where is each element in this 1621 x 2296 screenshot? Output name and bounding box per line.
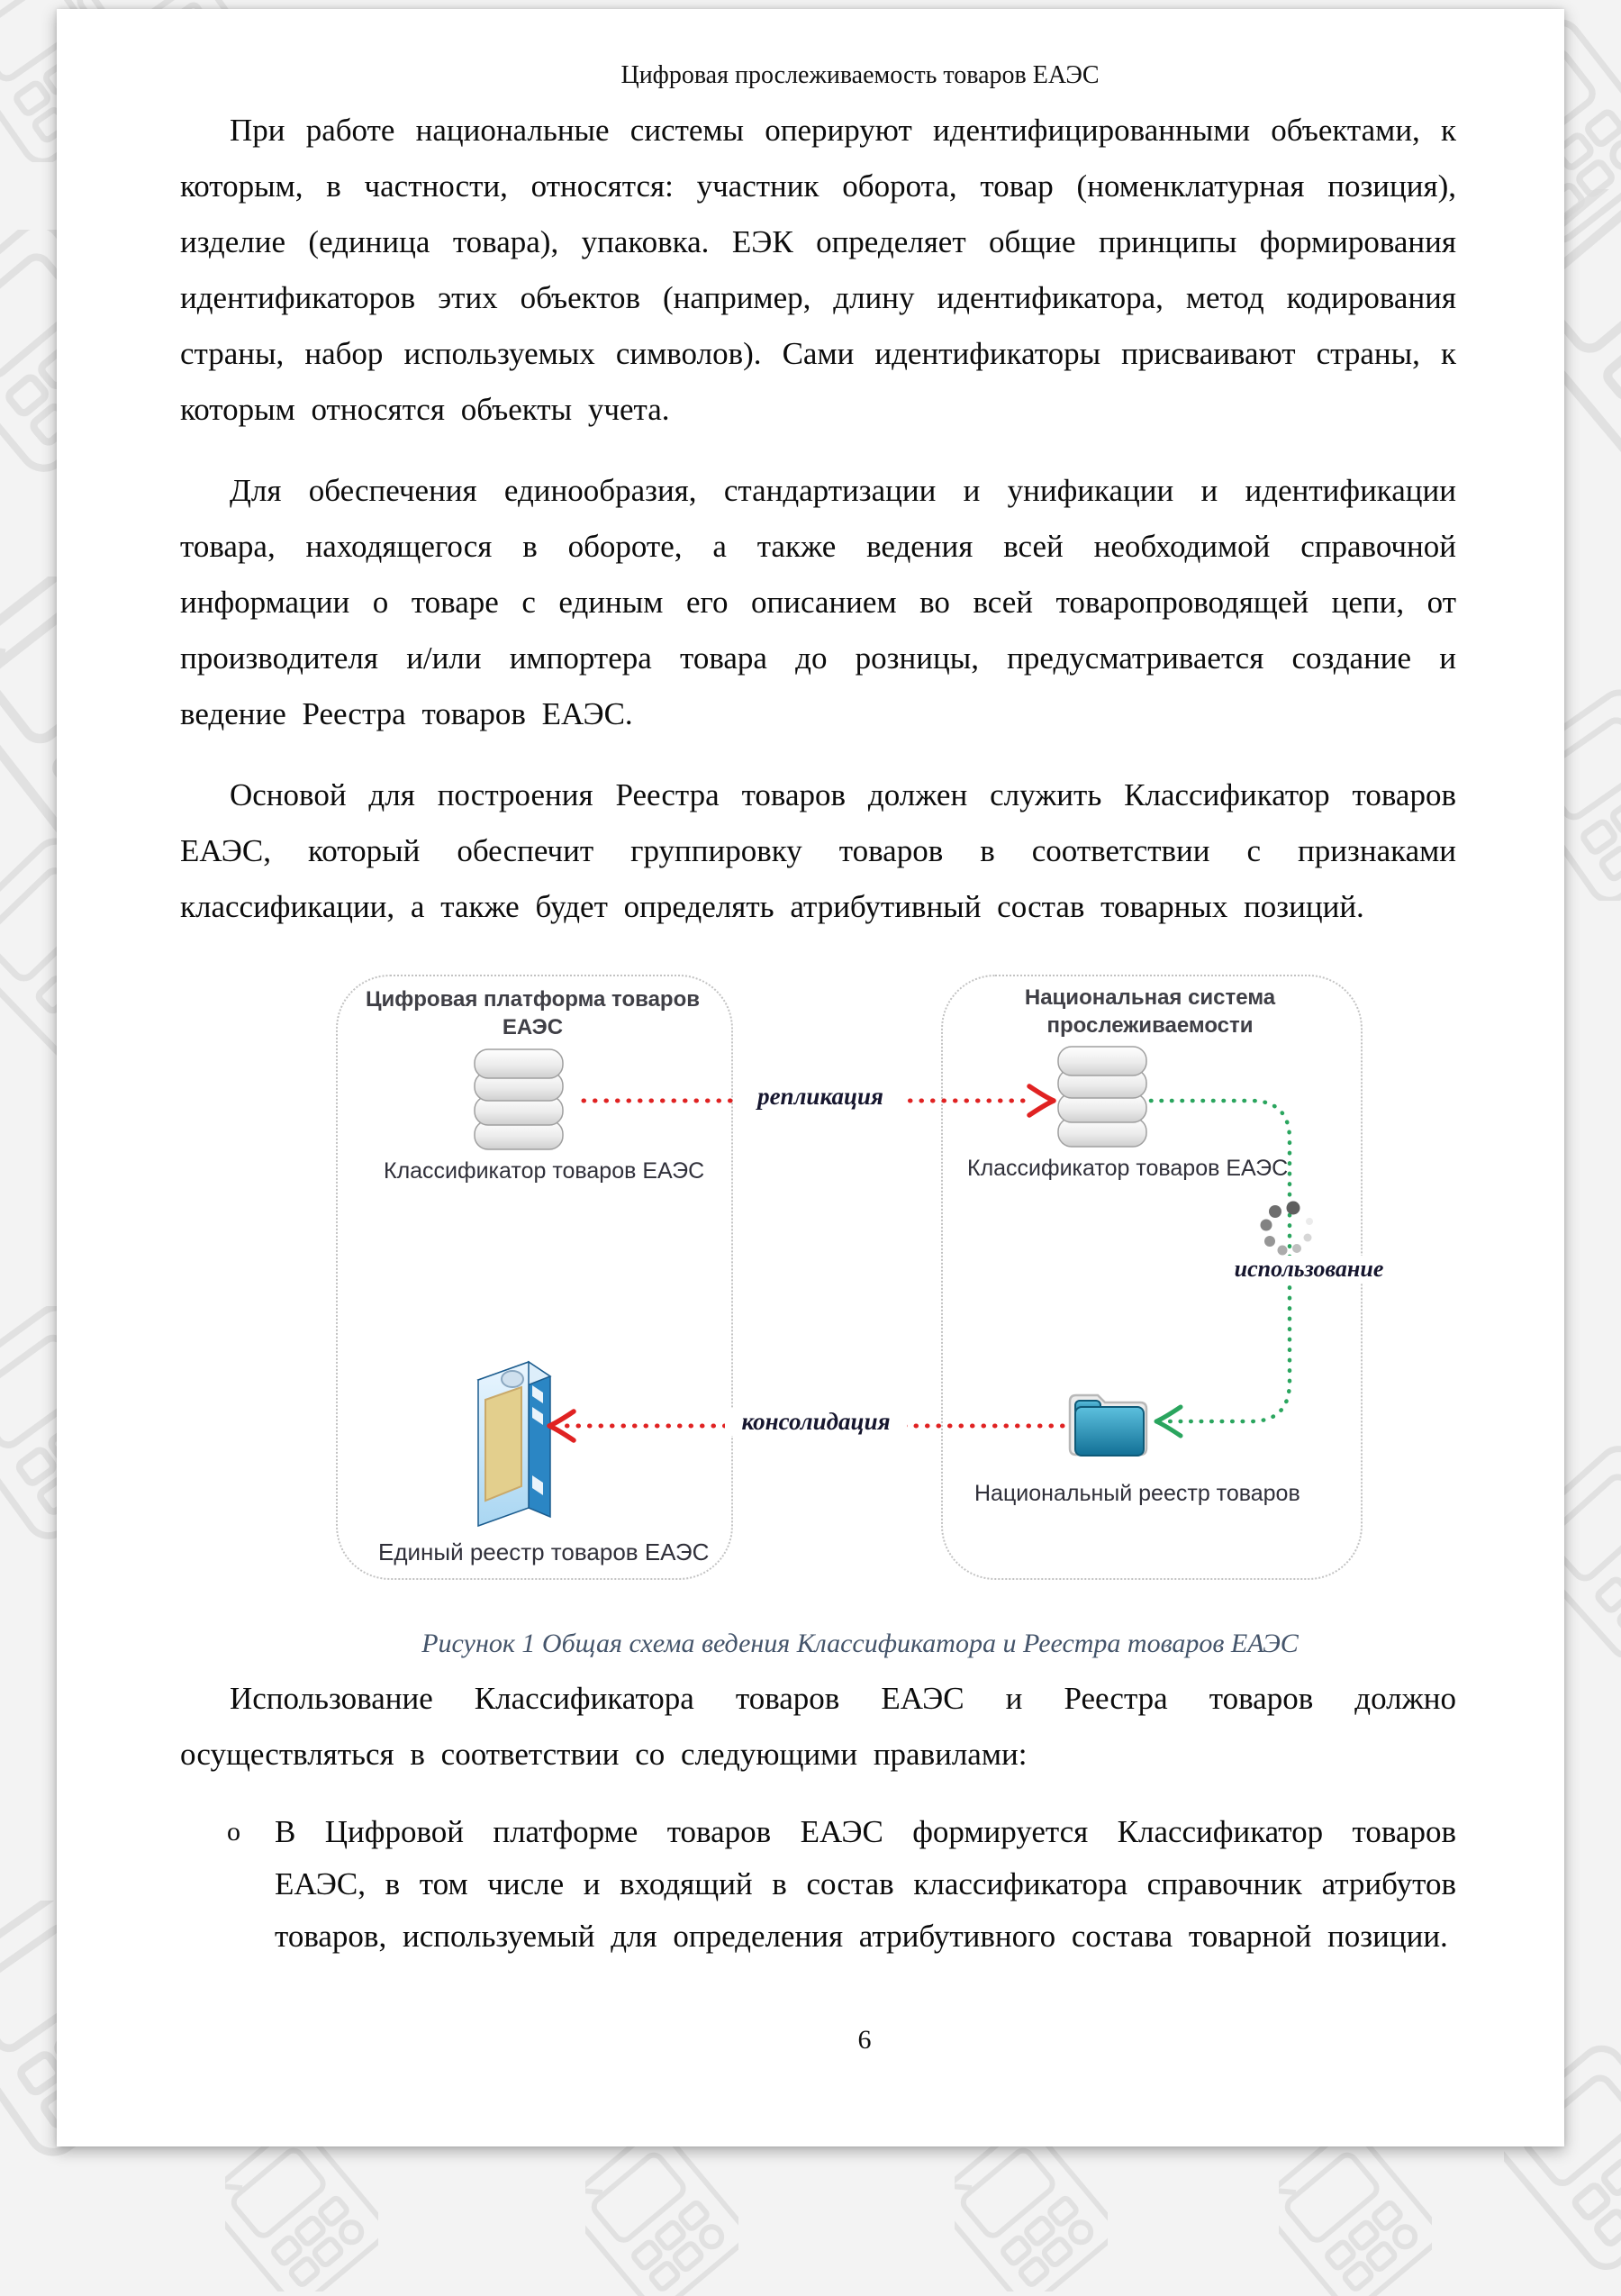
folder-icon [1063,1385,1149,1461]
usage-arrow-label: использование [1220,1256,1398,1283]
bullet-marker: o [227,1817,240,1847]
paragraph-4: Использование Классификатора товаров ЕАЭС и Реестра товаров должно осуществляться в соответствии со следующими правилами: [180,1681,1456,1772]
national-system-title-line1: Национальная система [1024,985,1276,1010]
paragraph-3: Основой для построения Реестра товаров должен служить Классификатор товаров ЕАЭС, который обеспечит группировку товаров в соответствии с признаками классификации, а также будет определять атрибутивный состав товарных позиций. [180,777,1456,924]
national-system-title-line2: прослеживаемости [1046,1013,1254,1038]
national-register-label: Национальный реестр товаров [974,1481,1300,1506]
running-header: Цифровая прослеживаемость товаров ЕАЭС [620,61,1100,89]
list-item [180,1806,1456,1963]
replication-arrow-label: репликация [734,1083,907,1111]
product-box-icon [473,1349,556,1531]
figure-caption: Рисунок 1 Общая схема ведения Классификатора и Реестра товаров ЕАЭС [421,1629,1299,1658]
consolidation-arrow-label: консолидация [725,1408,907,1436]
classifier-label-right: Классификатор товаров ЕАЭС [967,1156,1289,1181]
national-system-title [959,984,1341,1039]
paragraph-2: Для обеспечения единообразия, стандартизации и унификации и идентификации товара, находящегося в обороте, а также ведения всей необходимой справочной информации о товаре с единым его описанием во всей товаропроводящей цепи, от производителя и/или импортера товара до розницы, предусматривается создание и ведение Реестра товаров ЕАЭС. [180,473,1456,731]
digital-platform-title: Цифровая платформа товаров ЕАЭС [365,987,700,1039]
unified-register-label: Единый реестр товаров ЕАЭС [378,1538,710,1565]
lower-body-text [180,1671,1456,1963]
bullet-text: В Цифровой платформе товаров ЕАЭС формируется Классификатор товаров ЕАЭС, в том числе и входящий в состав классификатора справочник атрибутов товаров, используемый для определения атрибутивного состава товарной позиции. [275,1814,1456,1954]
database-icon [474,1048,564,1151]
database-icon [1057,1046,1147,1148]
body-text [180,103,1456,960]
document-page [57,9,1564,2146]
classifier-label-left: Классификатор товаров ЕАЭС [384,1158,705,1184]
paragraph-1: При работе национальные системы оперируют идентифицированными объектами, к которым, в частности, относятся: участник оборота, товар (номенклатурная позиция), изделие (единица товара), упаковка. ЕЭК определяет общие принципы формирования идентификаторов этих объектов (например, длину идентификатора, метод кодирования страны, набор используемых символов). Сами идентификаторы присваивают страны, к которым относятся объекты учета. [180,113,1456,427]
page-number: 6 [857,2025,872,2055]
